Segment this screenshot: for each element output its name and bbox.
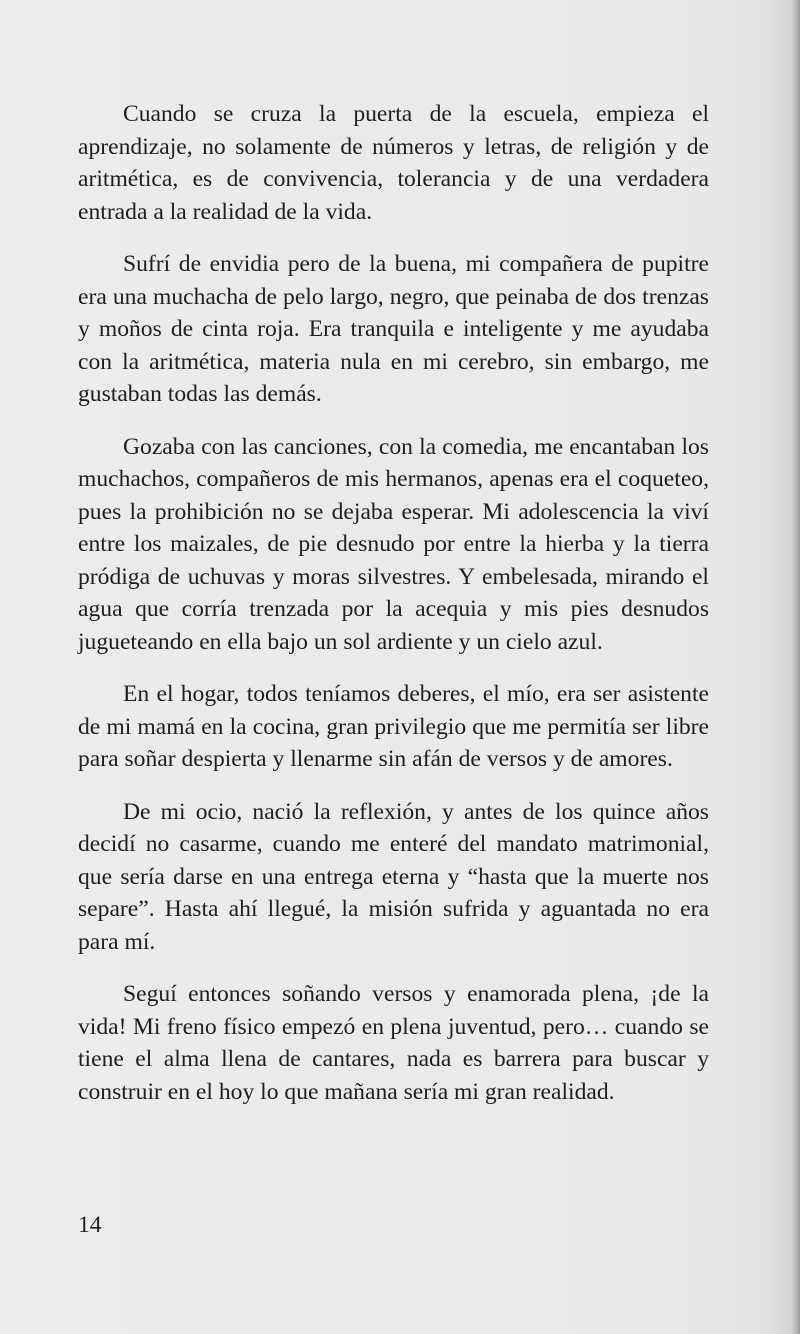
body-text xyxy=(78,98,709,1128)
paragraph-4: En el hogar, todos teníamos deberes, el mío, era ser asistente de mi mamá en la cocina, gran privilegio que me permitía ser libre para soñar despierta y llenarme sin afán de versos y de amores. xyxy=(78,681,709,772)
paragraph-6: Seguí entonces soñando versos y enamorada plena, ¡de la vida! Mi freno físico empezó en plena juventud, pero… cuando se tiene el alma llena de cantares, nada es barrera para buscar y construir en el hoy lo que mañana sería mi gran realidad. xyxy=(78,981,709,1105)
paragraph-3: Gozaba con las canciones, con la comedia, me encantaban los muchachos, compañeros de mis hermanos, apenas era el coqueteo, pues la prohibición no se dejaba esperar. Mi adolescencia la viví entre los maizales, de pie desnudo por entre la hierba y la tierra pródiga de uchuvas y moras silvestres. Y embelesada, mirando el agua que corría trenzada por la acequia y mis pies desnudos jugueteando en ella bajo un sol ardiente y un cielo azul. xyxy=(78,433,709,655)
page-edge-shadow xyxy=(790,0,800,1334)
paragraph-2: Sufrí de envidia pero de la buena, mi compañera de pupitre era una muchacha de pelo largo, negro, que peinaba de dos trenzas y moños de cinta roja. Era tranquila e inteligente y me ayudaba con la aritmética, materia nula en mi cerebro, sin embargo, me gustaban todas las demás. xyxy=(78,251,709,407)
paragraph-5: De mi ocio, nació la reflexión, y antes de los quince años decidí no casarme, cuando me enteré del mandato matrimonial, que sería darse en una entrega eterna y “hasta que la muerte nos separe”. Hasta ahí llegué, la misión sufrida y aguantada no era para mí. xyxy=(78,798,709,955)
page-number: 14 xyxy=(78,1212,102,1238)
paragraph-1: Cuando se cruza la puerta de la escuela, empieza el aprendizaje, no solamente de números y letras, de religión y de aritmética, es de convivencia, tolerancia y de una verdadera entrada a la realidad de la vida. xyxy=(78,101,709,225)
